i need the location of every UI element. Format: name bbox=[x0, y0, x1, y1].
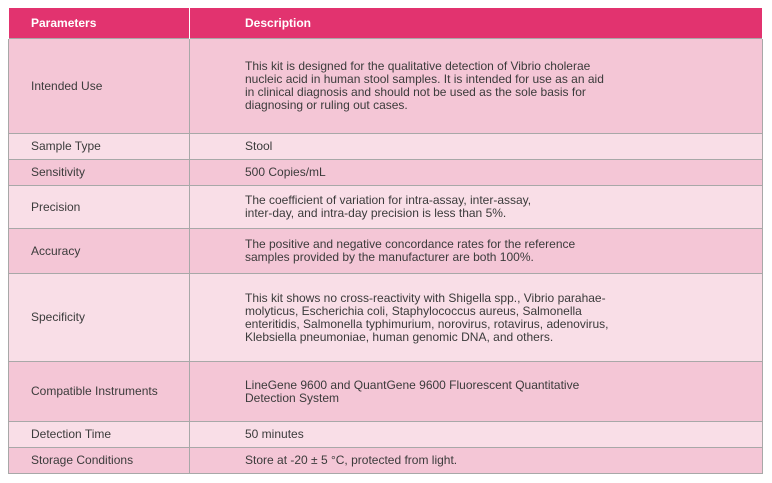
row-parameter: Accuracy bbox=[9, 229, 190, 274]
table-row bbox=[9, 362, 763, 422]
row-description bbox=[190, 422, 763, 448]
description-line: 500 Copies/mL bbox=[245, 165, 326, 179]
table-row bbox=[9, 186, 763, 229]
spec-table bbox=[8, 7, 763, 474]
description-line: Stool bbox=[245, 139, 273, 153]
description-line: The positive and negative concordance rates for the reference bbox=[245, 237, 576, 251]
row-parameter: Sensitivity bbox=[9, 160, 190, 186]
row-parameter: Specificity bbox=[9, 274, 190, 362]
description-line: This kit shows no cross-reactivity with Shigella spp., Vibrio parahae- bbox=[245, 290, 606, 305]
row-description bbox=[190, 160, 763, 186]
row-description bbox=[190, 362, 763, 422]
description-line: Store at -20 ± 5 °C, protected from light. bbox=[245, 453, 458, 467]
table-header-row bbox=[9, 8, 763, 39]
table-row bbox=[9, 274, 763, 362]
row-parameter: Intended Use bbox=[9, 39, 190, 134]
row-description bbox=[190, 39, 763, 134]
row-parameter: Compatible Instruments bbox=[9, 362, 190, 422]
description-line: This kit is designed for the qualitative detection of Vibrio cholerae bbox=[245, 59, 591, 73]
row-parameter: Precision bbox=[9, 186, 190, 229]
description-line: Klebsiella pneumoniae, human genomic DNA, and others. bbox=[245, 329, 554, 344]
description-line: inter-day, and intra-day precision is less than 5%. bbox=[245, 206, 507, 220]
description-line: Detection System bbox=[245, 390, 340, 405]
description-line: 50 minutes bbox=[245, 427, 304, 441]
table-row bbox=[9, 39, 763, 134]
row-description bbox=[190, 274, 763, 362]
row-description bbox=[190, 448, 763, 474]
row-parameter: Sample Type bbox=[9, 134, 190, 160]
table-row bbox=[9, 448, 763, 474]
row-description bbox=[190, 134, 763, 160]
table-row bbox=[9, 229, 763, 274]
description-line: diagnosing or ruling out cases. bbox=[245, 98, 408, 112]
row-parameter: Detection Time bbox=[9, 422, 190, 448]
row-parameter: Storage Conditions bbox=[9, 448, 190, 474]
description-line: nucleic acid in human stool samples. It is intended for use as an aid bbox=[245, 72, 604, 86]
description-line: samples provided by the manufacturer are both 100%. bbox=[245, 250, 534, 264]
table-row bbox=[9, 134, 763, 160]
description-line: enteritidis, Salmonella typhimurium, norovirus, rotavirus, adenovirus, bbox=[245, 316, 609, 331]
header-description: Description bbox=[190, 8, 763, 39]
table-row bbox=[9, 422, 763, 448]
description-line: in clinical diagnosis and should not be used as the sole basis for bbox=[245, 85, 586, 99]
row-description bbox=[190, 229, 763, 274]
description-line: The coefficient of variation for intra-assay, inter-assay, bbox=[245, 193, 532, 207]
description-line: molyticus, Escherichia coli, Staphylococcus aureus, Salmonella bbox=[245, 303, 582, 318]
header-parameters: Parameters bbox=[9, 8, 190, 39]
table-row bbox=[9, 160, 763, 186]
description-line: LineGene 9600 and QuantGene 9600 Fluorescent Quantitative bbox=[245, 377, 580, 392]
row-description bbox=[190, 186, 763, 229]
